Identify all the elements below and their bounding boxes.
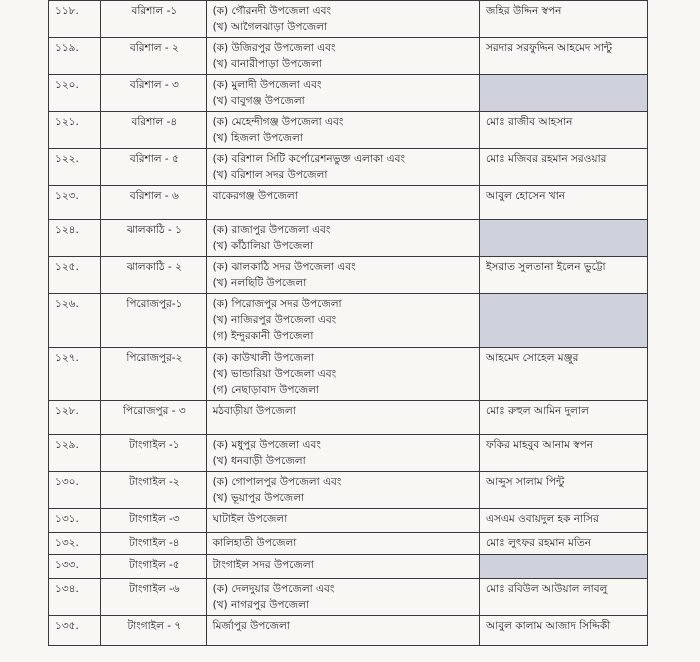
constituency-name: টাংগাইল -৩ xyxy=(101,509,206,533)
area-line: (গ) ইন্দুরকানী উপজেলা xyxy=(212,330,314,342)
constituency-table-body xyxy=(49,1,648,646)
serial-number: ১৩২. xyxy=(49,533,101,555)
candidate-name: এসএম ওবায়দুল হক নাসির xyxy=(479,509,647,533)
serial-number: ১২৭. xyxy=(49,348,101,401)
area-line: (ক) মধুপুর উপজেলা এবং xyxy=(212,439,321,451)
serial-number: ১৩০. xyxy=(49,472,101,509)
constituency-name: ঝালকাঠি - ১ xyxy=(101,220,206,257)
area-cell xyxy=(206,555,479,579)
candidate-name: মোঃ মজিবর রহমান সরওয়ার xyxy=(479,149,647,186)
serial-number: ১১৮. xyxy=(49,1,101,38)
serial-number: ১৩৩. xyxy=(49,555,101,579)
area-line: (খ) কাঁঠালিয়া উপজেলা xyxy=(212,240,314,252)
constituency-name: বরিশাল -১ xyxy=(101,1,206,38)
area-line: (খ) নাজিরপুর উপজেলা এবং xyxy=(212,314,337,326)
constituency-name: পিরোজপুর-২ xyxy=(101,348,206,401)
table-row xyxy=(49,401,648,435)
area-cell xyxy=(206,435,479,472)
table-row xyxy=(49,435,648,472)
area-cell xyxy=(206,149,479,186)
candidate-name: সরদার সরফুদ্দিন আহমেদ সান্টু xyxy=(479,38,647,75)
serial-number: ১২২. xyxy=(49,149,101,186)
constituency-name: টাংগাইল -৬ xyxy=(101,579,206,616)
area-cell xyxy=(206,294,479,348)
serial-number: ১২৮. xyxy=(49,401,101,435)
constituency-name: বরিশাল - ২ xyxy=(101,38,206,75)
constituency-name: টাংগাইল -২ xyxy=(101,472,206,509)
area-line: (ক) গোপালপুর উপজেলা এবং xyxy=(212,476,342,488)
table-row xyxy=(49,555,648,579)
area-line: (ক) কাউখালী উপজেলা xyxy=(212,352,314,364)
serial-number: ১২৬. xyxy=(49,294,101,348)
area-cell xyxy=(206,472,479,509)
area-line: (গ) নেছাড়াবাদ উপজেলা xyxy=(212,384,319,396)
table-row xyxy=(49,38,648,75)
constituency-name: পিরোজপুর-১ xyxy=(101,294,206,348)
area-line: বাকেরগঞ্জ উপজেলা xyxy=(212,190,298,202)
constituency-name: বরিশাল - ৫ xyxy=(101,149,206,186)
area-line: (খ) ধনবাড়ী উপজেলা xyxy=(212,455,306,467)
constituency-name: বরিশাল -৪ xyxy=(101,112,206,149)
area-line: (খ) বরিশাল সদর উপজেলা xyxy=(212,169,328,181)
constituency-name: টাংগাইল -৫ xyxy=(101,555,206,579)
constituency-table xyxy=(48,0,648,646)
area-line: মির্জাপুর উপজেলা xyxy=(212,620,290,632)
serial-number: ১৩১. xyxy=(49,509,101,533)
area-line: (খ) ভূয়াপুর উপজেলা xyxy=(212,492,305,504)
area-line: (ক) মুলাদী উপজেলা এবং xyxy=(212,79,322,91)
candidate-name: মোঃ রবিউল আউয়াল লাবলু xyxy=(479,579,647,616)
area-cell xyxy=(206,75,479,112)
serial-number: ১৩৫. xyxy=(49,616,101,646)
serial-number: ১২৪. xyxy=(49,220,101,257)
area-cell xyxy=(206,220,479,257)
candidate-name: ফকির মাহবুব আনাম স্বপন xyxy=(479,435,647,472)
table-row xyxy=(49,533,648,555)
area-cell xyxy=(206,579,479,616)
table-row xyxy=(49,1,648,38)
table-row xyxy=(49,509,648,533)
area-cell xyxy=(206,257,479,294)
serial-number: ১২৩. xyxy=(49,186,101,220)
constituency-name: টাংগাইল -৪ xyxy=(101,533,206,555)
table-row xyxy=(49,149,648,186)
area-line: মঠবাড়ীয়া উপজেলা xyxy=(212,405,296,417)
constituency-name: টাংগাইল -১ xyxy=(101,435,206,472)
candidate-cell-vacant xyxy=(479,555,647,579)
table-row xyxy=(49,579,648,616)
table-row xyxy=(49,294,648,348)
area-cell xyxy=(206,38,479,75)
area-line: (খ) আগৈলঝাড়া উপজেলা xyxy=(212,21,328,33)
area-cell xyxy=(206,616,479,646)
area-line: (ক) বরিশাল সিটি কর্পোরেশনভুক্ত এলাকা এবং xyxy=(212,153,405,165)
area-line: (ক) উজিরপুর উপজেলা এবং xyxy=(212,42,336,54)
area-cell xyxy=(206,112,479,149)
area-line: (খ) বানারীপাড়া উপজেলা xyxy=(212,58,322,70)
area-cell xyxy=(206,509,479,533)
area-cell xyxy=(206,1,479,38)
table-row xyxy=(49,616,648,646)
constituency-name: ঝালকাঠি - ২ xyxy=(101,257,206,294)
constituency-name: বরিশাল - ৬ xyxy=(101,186,206,220)
constituency-name: বরিশাল - ৩ xyxy=(101,75,206,112)
serial-number: ১১৯. xyxy=(49,38,101,75)
table-row xyxy=(49,220,648,257)
serial-number: ১২১. xyxy=(49,112,101,149)
area-line: টাংগাইল সদর উপজেলা xyxy=(212,559,314,571)
candidate-name: আবুল কালাম আজাদ সিদ্দিকী xyxy=(479,616,647,646)
table-row xyxy=(49,75,648,112)
area-cell xyxy=(206,348,479,401)
area-line: (খ) বাবুগঞ্জ উপজেলা xyxy=(212,95,305,107)
serial-number: ১২০. xyxy=(49,75,101,112)
area-cell xyxy=(206,533,479,555)
candidate-name: ইসরাত সুলতানা ইলেন ভুট্টো xyxy=(479,257,647,294)
candidate-name: মোঃ লুৎফর রহমান মতিন xyxy=(479,533,647,555)
candidate-cell-vacant xyxy=(479,220,647,257)
area-cell xyxy=(206,401,479,435)
serial-number: ১৩৪. xyxy=(49,579,101,616)
area-line: (খ) হিজলা উপজেলা xyxy=(212,132,303,144)
candidate-cell-vacant xyxy=(479,294,647,348)
constituency-name: পিরোজপুর - ৩ xyxy=(101,401,206,435)
constituency-name: টাংগাইল - ৭ xyxy=(101,616,206,646)
area-line: (ক) মেহেন্দীগঞ্জ উপজেলা এবং xyxy=(212,116,344,128)
table-row xyxy=(49,186,648,220)
area-line: (ক) ঝালকাঠি সদর উপজেলা এবং xyxy=(212,261,356,273)
area-line: (ক) দেলদুয়ার উপজেলা এবং xyxy=(212,583,335,595)
area-line: কালিহাতী উপজেলা xyxy=(212,537,297,549)
area-line: (ক) গৌরনদী উপজেলা এবং xyxy=(212,5,331,17)
candidate-name: আবুল হোসেন খান xyxy=(479,186,647,220)
table-row xyxy=(49,472,648,509)
candidate-name: মোঃ রুহুল আমিন দুলাল xyxy=(479,401,647,435)
candidate-name: মোঃ রাজীব আহসান xyxy=(479,112,647,149)
candidate-name: আব্দুস সালাম পিন্টু xyxy=(479,472,647,509)
table-row xyxy=(49,348,648,401)
candidate-cell-vacant xyxy=(479,75,647,112)
area-line: (ক) পিরোজপুর সদর উপজেলা xyxy=(212,298,342,310)
candidate-name: আহমেদ সোহেল মঞ্জুর xyxy=(479,348,647,401)
table-row xyxy=(49,257,648,294)
candidate-name: জহির উদ্দিন স্বপন xyxy=(479,1,647,38)
area-line: (খ) নলছিটি উপজেলা xyxy=(212,277,307,289)
area-line: ঘাটাইল উপজেলা xyxy=(212,513,288,525)
area-line: (খ) নাগরপুর উপজেলা xyxy=(212,599,309,611)
area-line: (খ) ভান্ডারিয়া উপজেলা এবং xyxy=(212,368,337,380)
serial-number: ১২৯. xyxy=(49,435,101,472)
serial-number: ১২৫. xyxy=(49,257,101,294)
area-line: (ক) রাজাপুর উপজেলা এবং xyxy=(212,224,331,236)
area-cell xyxy=(206,186,479,220)
table-row xyxy=(49,112,648,149)
